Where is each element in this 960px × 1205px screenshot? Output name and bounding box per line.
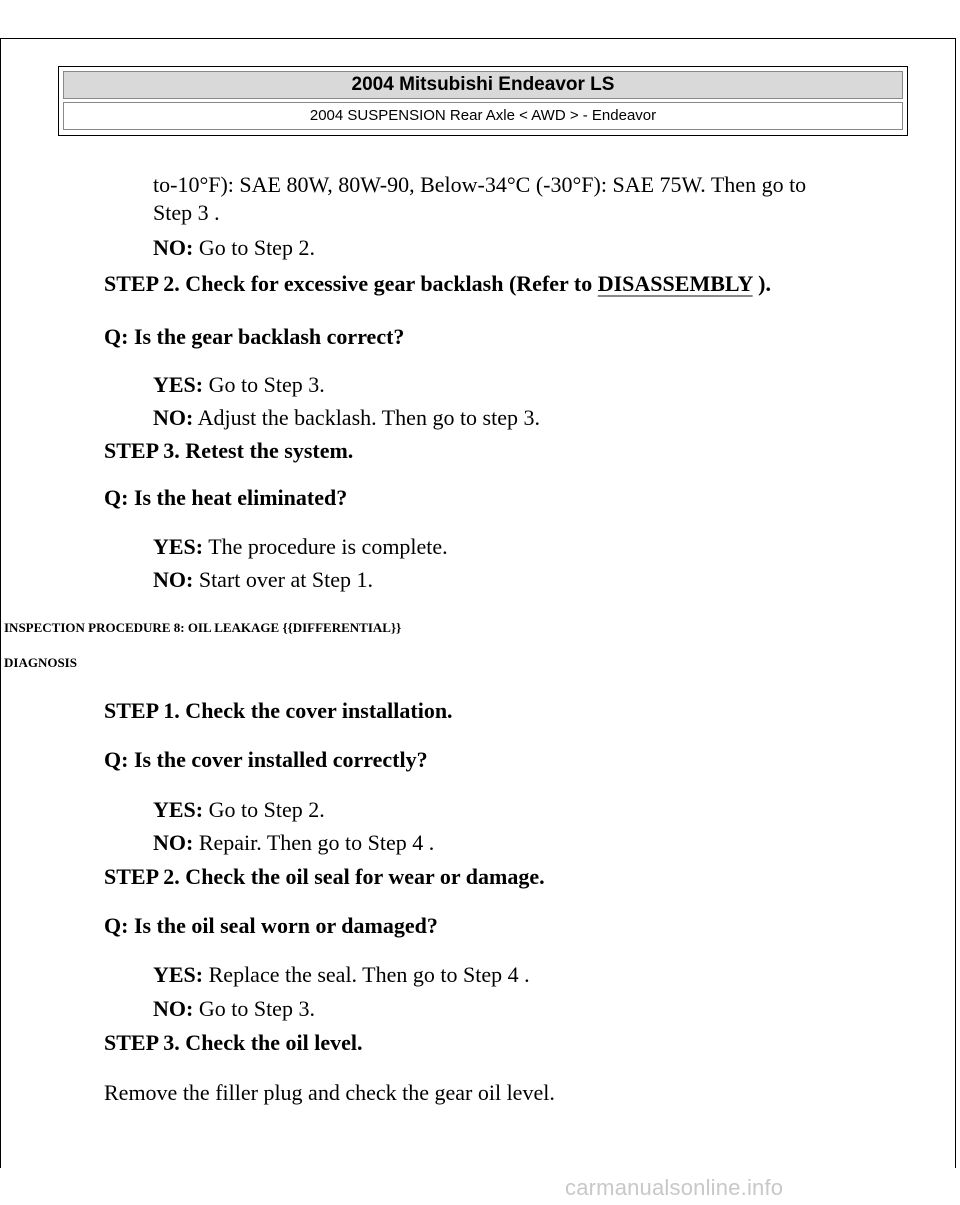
p8-step2-heading: STEP 2. Check the oil seal for wear or damage. [104,864,545,889]
p8-step1-heading: STEP 1. Check the cover installation. [104,698,453,723]
p8-answer-yes-2 [153,962,530,988]
no-text: Repair. Then go to Step 4 . [193,830,435,855]
continued-text-line2: Step 3 . [153,200,220,225]
disassembly-link[interactable]: DISASSEMBLY [597,271,753,296]
yes-label: YES: [153,534,204,559]
no-text: Adjust the backlash. Then go to step 3. [193,405,540,430]
procedure-8-heading: INSPECTION PROCEDURE 8: OIL LEAKAGE {{DIFFERENTIAL}} [4,620,402,635]
p8-step3-text: Remove the filler plug and check the gear oil level. [104,1080,555,1105]
p8-question-2: Q: Is the oil seal worn or damaged? [104,913,438,938]
no-label: NO: [153,405,194,430]
answer-no-1 [153,235,315,261]
page-frame-left [0,38,1,1168]
step2-heading [104,271,771,297]
question-3: Q: Is the heat eliminated? [104,485,348,510]
p8-question-1: Q: Is the cover installed correctly? [104,747,428,772]
header-subtitle: 2004 SUSPENSION Rear Axle < AWD > - Endeavor [63,102,903,130]
watermark-text: carmanualsonline.info [565,1175,784,1200]
document-header [58,66,908,136]
p8-answer-no-2 [153,996,315,1022]
no-label: NO: [153,235,194,260]
page-frame-right [955,38,956,1168]
yes-text: The procedure is complete. [203,534,448,559]
yes-text: Replace the seal. Then go to Step 4 . [203,962,530,987]
answer-yes-3 [153,534,448,560]
page-frame-top [0,38,956,39]
continued-text-line1: to-10°F): SAE 80W, 80W-90, Below-34°C (-30°F): SAE 75W. Then go to [153,172,807,197]
no-label: NO: [153,830,194,855]
yes-text: Go to Step 2. [203,797,325,822]
diagnosis-heading: DIAGNOSIS [4,655,77,670]
p8-answer-yes-1 [153,797,325,823]
answer-no-2 [153,405,540,431]
no-label: NO: [153,996,194,1021]
yes-label: YES: [153,797,204,822]
no-text: Go to Step 3. [193,996,315,1021]
step3-heading: STEP 3. Retest the system. [104,438,354,463]
answer-yes-2 [153,372,325,398]
yes-text: Go to Step 3. [203,372,325,397]
no-text: Go to Step 2. [193,235,315,260]
yes-label: YES: [153,962,204,987]
no-label: NO: [153,567,194,592]
p8-step3-heading: STEP 3. Check the oil level. [104,1030,363,1055]
header-title: 2004 Mitsubishi Endeavor LS [63,71,903,99]
p8-answer-no-1 [153,830,434,856]
answer-no-3 [153,567,373,593]
yes-label: YES: [153,372,204,397]
step2-prefix: STEP 2. Check for excessive gear backlash (Refer to [104,271,598,296]
no-text: Start over at Step 1. [193,567,373,592]
question-2: Q: Is the gear backlash correct? [104,324,405,349]
step2-suffix: ). [752,271,771,296]
